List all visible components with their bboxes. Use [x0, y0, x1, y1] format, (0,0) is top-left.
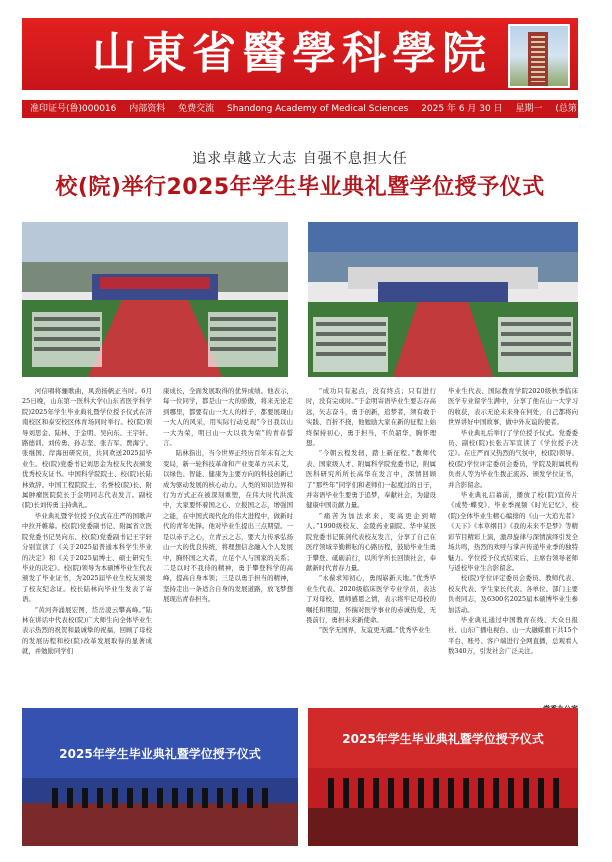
paragraph: “黄河奔涌展宏图，岱岳凌云攀高峰。”陆林在讲话中代表校(院)广大师生向全体毕业生表示热烈的祝贺和最诚挚的祝福，回顾了母校的发展历程和校(院)改革发展取得的显著成就，并勉励同学们: [22, 605, 152, 656]
internal-label: 内部资料: [129, 104, 166, 114]
paragraph: 陆林指出，当今世界正经历百年未有之大变局，新一轮科技革命和产业变革方兴未艾，以绿色、智能、健康为主要方向的科技创新已成为驱动发展的核心动力。人类的知识边界和行为方式正在被深刻重塑，在伟大时代洪流中，大家要怀着国之心、立报国之志，增强国之能，在中国式现代化的伟大进程中，做新时代的青年先锋。他对毕业生提出三点期望。一是以赤子之心，立青云之志，要大力传承弘扬山一大的优良传统，将理想信念融入个人发展中，胸怀国之大者，立足个人与国家的关系；二是以时不我待的精神，勇于攀登科学的高峰，提高自身本领；三是以勇于担当的精神，坚持走出一条适合自身的发展道路，放飞梦想展现出青春担当。: [163, 449, 293, 604]
paragraph: 校(院)学位评定委员会委员、教师代表、校友代表、学生家长代表、各单位、部门主要负责同志，及6300名2025届本硕博毕业生参加活动。: [448, 574, 578, 614]
english-name: Shandong Academy of Medical Sciences: [227, 104, 409, 114]
paragraph: 毕业典礼暨学位授予仪式在庄严的国歌声中拉开帷幕。校(院)党委副书记、附属省立医院党委书记吴向东、校(院)党委副书记王宇轩分别宣读了《关于2025届普通本科学生毕业的决定》和《关于2025届博士、硕士研究生毕业的决定》。校(院)领导为本硕博毕业生代表颁发了毕业证书，为2025届毕业生校友颁发了校友纪念证。校长陆林向毕业生发表了寄语。: [22, 511, 152, 604]
paragraph: “痛苦为加法求来，变高更企到晴人。”1990级校友、金陵药业副院、华中某医院党委书记陈剑代表校友发言，分享了自己在医疗领域辛勤耕耘的心路历程，鼓励毕业生勇于攀登、砥砺前行，以所学所长回馈社会，奉献新时代青春力量。: [306, 511, 436, 572]
article-column-3: [306, 386, 436, 636]
weekday: 星期一: [515, 104, 543, 114]
paragraph: 毕业典礼启幕前，播放了校(院)宣传片《成势·蝶变》、毕业季视频《时光记忆》、校(院)全体毕业生精心编排的《山一大追光者》《天下》《本草纲目》《我的未来不是梦》等精彩节目精彩上演，激昂旋律与深情演绎引发全场共鸣，热烈的欢呼与掌声传递毕业季的独特魅力。学位授予仪式结束后，主席台领导老师与返校毕业生合影留念。: [448, 491, 578, 572]
masthead-banner: [22, 18, 578, 90]
tower-windows: [531, 36, 545, 82]
masthead: [0, 0, 600, 100]
article-subtitle: 追求卓越立大志 自强不息担大任: [192, 151, 408, 167]
paragraph: “永葆求知初心，勇闯崭新天地。”优秀毕业生代表、2020级临床医学专业学员，表达了对母校、恩师感恩之情，表示将牢记母校的嘱托和期望，怀揣对医学事业的赤诚热爱，无畏前行，勇担未来新使命。: [306, 574, 436, 624]
paragraph: “今朝云程发轫，踏上新征程。”教师代表、国家级人才、附属科学院党委书记，附属医科研究所所长高华在发言中，深情回顾了“那些年”同学们和老师们一起度过的日子，并寄语毕业生要勇于追梦，奉献社会，为建设健康中国贡献力量。: [306, 449, 436, 510]
paragraph: 毕业典礼通过中国教育在线、大众日报社、山东广播电视台、山一大融媒旗下共15个平台、账号、客户端进行全网直播，总观看人数340万，引发社会广泛关注。: [448, 615, 578, 656]
paragraph: 毕业生代表、国际教育学院2020级秋季临床医学专业留学生满中，分享了他在山一大学习的收获，表示无论未来身在何处，自己都将向世界讲好中国故事，做中外友谊的使者。: [448, 387, 578, 427]
ceremony-photo-stage-right: [308, 708, 578, 846]
stage-banner-right: 2025年学生毕业典礼暨学位授予仪式: [342, 732, 544, 746]
article-column-1: [22, 386, 152, 657]
issue-date: 2025 年 6 月 30 日: [421, 104, 503, 114]
license-number: 准印证号(鲁)000016: [30, 104, 117, 114]
ceremony-photo-stadium-left: [22, 222, 288, 377]
paragraph: 康成长，全面发展取得的优异成绩。他表示，每一位同学，都是山一大的骄傲，将来无论走到哪里，都要有山一大人的样子，都要展现山一大人的风采，用实际行动兑现“今日我以山一大为荣，明日山一大以我为荣”的青春誓言。: [163, 387, 293, 448]
article-column-4: [448, 386, 578, 657]
campus-building-photo: [508, 24, 570, 88]
article-column-2: [163, 386, 293, 605]
paragraph: 毕业典礼后举行了学位授予仪式。党委委员、副校(院)长张吉军宣读了《学位授予决定》。在庄严而又热烈的气氛中，校(院)领导、校(院)学位评定委员会委员，学院及附属机构负责人等为毕业生拨正流苏、颁发学位证书，并合影留念。: [448, 428, 578, 489]
paragraph: “成功只有起点，没有终点；只有进行时，没有完成时。”于金明寄语毕业生要志存高远，矢志奋斗，勇于创新，追梦者，须有敢于实践、百折不挠，他勉励大家在新的征程上始终保持初心，勇于担当，不负韶华，胸怀理想。: [306, 387, 436, 448]
paragraph: 河信唱将骊歌曲，风劲扬帆正当时。6月25日晚，山东第一医科大学(山东省医学科学院)2025年学生毕业典礼暨学位授予仪式在济南校区和泰安校区体育场同时举行。校(院)领导刘思金、陆林、于金明、吴向东、王宇轩、路德训、刘传勇、孙志坚、张吉军、贾海宁、张继国、岸海田研究员，共同欢送2025届毕业生。校(院)党委书记刘思金为校友代表颁发优秀校友证书。中国科学院院士、校(院)长陆林致辞。中国工程院院士、名誉校(院)长、附属肿瘤医院院长于金明同志代表发言。副校(院)长刘传勇主持典礼。: [22, 387, 152, 510]
newspaper-title: 山東省醫學科學院: [92, 28, 492, 79]
free-label: 免费交流: [178, 104, 215, 114]
ceremony-photo-stage-left: [22, 708, 298, 846]
ceremony-photo-stadium-right: [308, 222, 578, 377]
article-headline: 校(院)举行2025年学生毕业典礼暨学位授予仪式: [55, 175, 545, 200]
issue-number: (总第 135 期): [555, 104, 612, 114]
stage-banner-left: 2025年学生毕业典礼暨学位授予仪式: [59, 747, 261, 761]
paragraph: “医学无国界，友谊更无疆。”优秀毕业生: [318, 626, 431, 635]
issue-info-bar: [22, 100, 612, 118]
